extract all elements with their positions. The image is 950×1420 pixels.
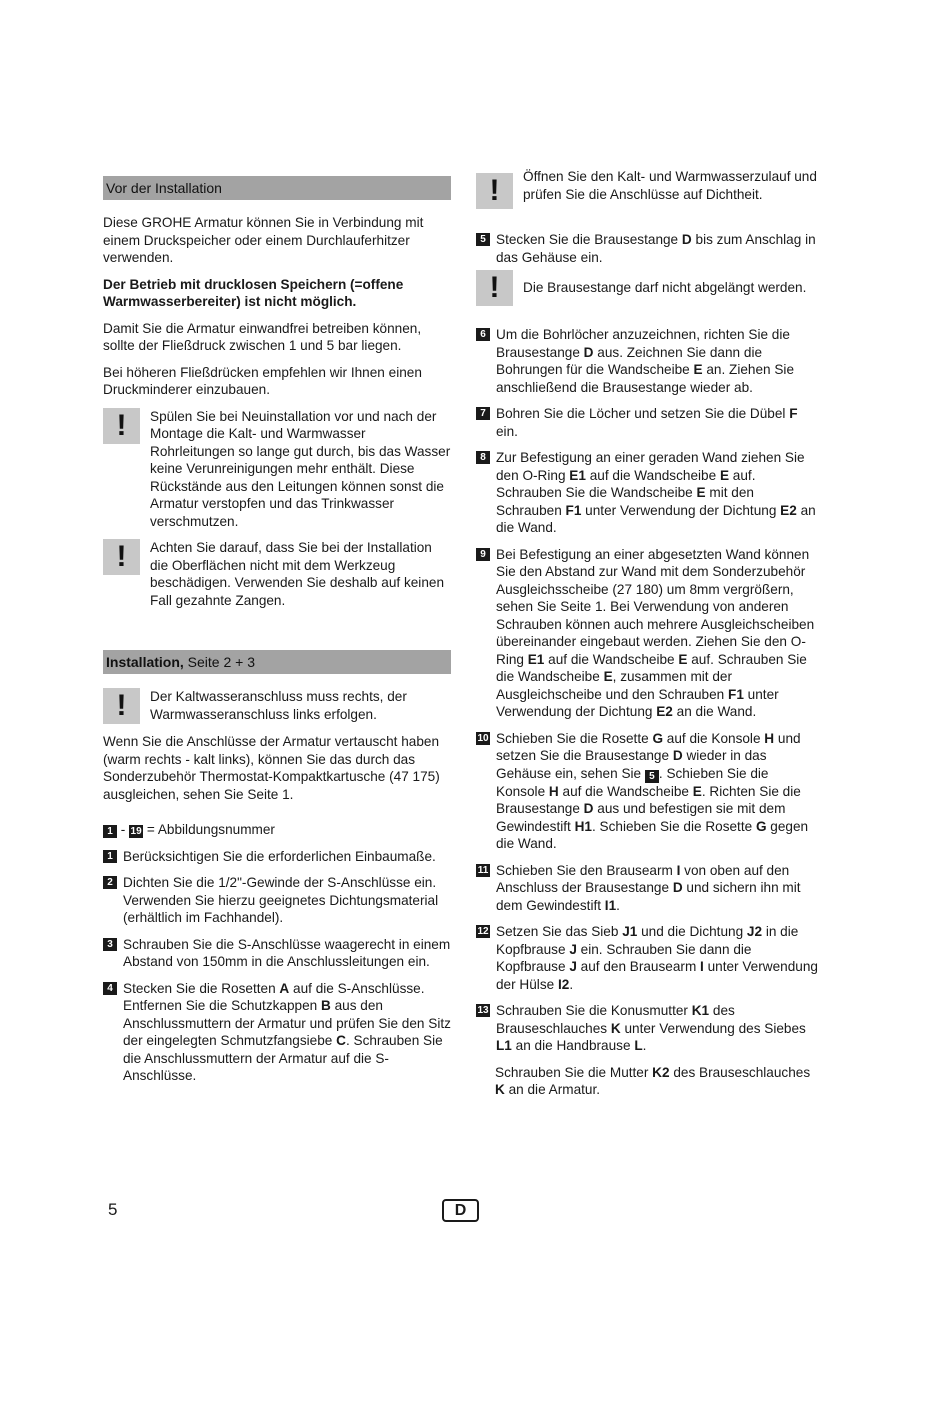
warning-surfaces	[103, 539, 451, 609]
warning-do-not-cut	[476, 270, 821, 306]
intro-paragraph: Diese GROHE Armatur können Sie in Verbindung mit einem Druckspeicher oder einem Durchlauferhitzer verwenden.	[103, 215, 424, 265]
language-badge: D	[442, 1199, 479, 1222]
step-item	[476, 923, 821, 993]
warning-connections	[103, 688, 451, 724]
step-number-badge: 8	[476, 451, 490, 464]
step-text: Schrauben Sie die Konusmutter K1 des Brauseschlauches K unter Verwendung des Siebes L1 an die Handbrause L.	[496, 1003, 806, 1053]
page-number: 5	[108, 1200, 118, 1219]
pressure-reducer-paragraph: Bei höheren Fließdrücken empfehlen wir Ihnen einen Druckminderer einzubauen.	[103, 364, 422, 397]
step-item	[476, 730, 821, 853]
step-number-badge: 9	[476, 548, 490, 561]
step-text: Stecken Sie die Rosetten A auf die S-Anschlüsse. Entfernen Sie die Schutzkappen B aus den Anschlussmuttern der Armatur und prüfen Sie den Sitz der eingelegten Schmutzfangsiebe C. Schrauben Sie die Anschlussmuttern der Armatur auf die S-Anschlüsse.	[123, 980, 451, 1083]
step-text: Schieben Sie die Rosette G auf die Konsole H und setzen Sie die Brausestange D wieder in das Gehäuse ein, sehen Sie 5 . Schieben Sie die Konsole H auf die Wandscheibe E. Richten Sie die Brausestange D aus und befestigen sie mit dem Gewindestift H1. Schieben Sie die Rosette G gegen die Wand.	[496, 730, 809, 851]
warning-text: Achten Sie darauf, dass Sie bei der Installation die Oberflächen nicht mit dem Werkzeug beschädigen. Verwenden Sie deshalb auf keinen Fall gezahnte Zangen.	[150, 540, 444, 608]
step-continuation: Schrauben Sie die Mutter K2 des Brauseschlauches K an die Armatur.	[495, 1064, 811, 1097]
step-number-badge: 12	[477, 926, 489, 937]
step-number-badge: 3	[103, 938, 117, 951]
step-text: Zur Befestigung an einer geraden Wand ziehen Sie den O-Ring E1 auf die Wandscheibe E auf. Schrauben Sie die Wandscheibe E mit den Schrauben F1 unter Verwendung der Dichtung E2 an die Wand.	[496, 450, 816, 535]
section-title-before-installation	[103, 176, 451, 200]
step-item	[103, 936, 451, 971]
step-item	[476, 326, 821, 396]
step-item	[476, 449, 821, 537]
step-item	[103, 848, 451, 866]
exclamation-warning-icon: !	[476, 173, 513, 209]
exclamation-warning-icon: !	[103, 539, 140, 575]
step-text: Bei Befestigung an einer abgesetzten Wand können Sie den Abstand zur Wand mit dem Sonderzubehör Ausgleichsscheibe (27 180) um 8mm vergrößern, sehen Sie Seite 1. Bei Verwendung von anderen Schrauben können auch mehrere Ausgleichscheiben übereinander eingebaut werden. Ziehen Sie den O-Ring E1 auf die Wandscheibe E auf. Schrauben Sie die Wandscheibe E, zusammen mit der Ausgleichscheibe und den Schrauben F1 unter Verwendung der Dichtung E2 an die Wand.	[496, 546, 815, 719]
step-number-badge: 6	[476, 328, 490, 341]
step-number-badge: 10	[477, 732, 489, 744]
right-column	[476, 168, 821, 1108]
figure-number-badge: 19	[130, 826, 142, 837]
left-column	[103, 168, 451, 1094]
step-number-badge: 13	[477, 1005, 489, 1016]
step-number-badge: 11	[477, 864, 489, 876]
warning-text: Der Kaltwasseranschluss muss rechts, der Warmwasseranschluss links erfolgen.	[150, 689, 407, 722]
step-number-badge: 5	[476, 233, 490, 246]
step-number-badge: 1	[103, 850, 117, 863]
step-text: Stecken Sie die Brausestange D bis zum Anschlag in das Gehäuse ein.	[496, 232, 816, 265]
step-text: Dichten Sie die 1/2"-Gewinde der S-Anschlüsse ein. Verwenden Sie hierzu geeignetes Dichtungsmaterial (erhältlich im Fachhandel).	[123, 875, 439, 925]
warning-flush-pipes	[103, 408, 451, 531]
step-item	[476, 231, 821, 266]
swapped-connections-paragraph: Wenn Sie die Anschlüsse der Armatur vertauscht haben (warm rechts - kalt links), können Sie das durch das Sonderzubehör Thermostat-Kompaktkartusche (47 175) ausgleichen, sehen Sie Seite 1.	[103, 734, 440, 802]
step-text: Schieben Sie den Brausearm I von oben auf den Anschluss der Brausestange D und sichern ihn mit dem Gewindestift I1.	[496, 862, 801, 913]
exclamation-warning-icon: !	[476, 270, 513, 306]
warning-check-leaks	[476, 168, 821, 209]
section-title-installation	[103, 650, 451, 674]
section-title-text: Vor der Installation	[106, 180, 222, 196]
exclamation-warning-icon: !	[103, 408, 140, 444]
section-title-bold: Installation,	[106, 654, 184, 670]
step-item	[476, 1002, 821, 1055]
unpressurized-notice: Der Betrieb mit drucklosen Speichern (=offene Warmwasserbereiter) ist nicht möglich.	[103, 276, 404, 309]
figure-number-badge: 1	[103, 825, 117, 838]
warning-text: Spülen Sie bei Neuinstallation vor und nach der Montage die Kalt- und Warmwasser Rohrleitungen so lange gut durch, bis das Wasser keine Verunreinigungen mehr enthält. Diese Rückstände aus den Leitungen können sonst die Armatur verstopfen und das Trinkwasser verschmutzen.	[150, 408, 451, 529]
step-item	[476, 546, 821, 721]
step-item	[103, 980, 451, 1085]
legend-text: = Abbildungsnummer	[143, 822, 275, 837]
step-number-badge: 7	[476, 407, 490, 420]
step-number-badge: 2	[103, 876, 117, 889]
flow-pressure-paragraph: Damit Sie die Armatur einwandfrei betreiben können, sollte der Fließdruck zwischen 1 und 5 bar liegen.	[103, 320, 422, 353]
step-text: Setzen Sie das Sieb J1 und die Dichtung J2 in die Kopfbrause J ein. Schrauben Sie dann die Kopfbrause J auf den Brausearm I unter Verwendung der Hülse I2.	[496, 924, 818, 992]
section-title-pages: Seite 2 + 3	[183, 654, 256, 670]
figure-reference-badge: 5	[645, 770, 659, 783]
step-text: Schrauben Sie die S-Anschlüsse waagerecht in einem Abstand von 150mm in die Anschlussleitungen ein.	[123, 936, 451, 969]
step-text: Berücksichtigen Sie die erforderlichen Einbaumaße.	[123, 848, 436, 864]
step-item	[103, 874, 451, 927]
step-text: Um die Bohrlöcher anzuzeichnen, richten Sie die Brausestange D aus. Zeichnen Sie dann die Bohrungen für die Wandscheibe E an. Ziehen Sie anschließend die Brausestange wieder ab.	[496, 327, 795, 395]
step-item	[476, 405, 821, 440]
figure-legend: 1 - 19 = Abbildungsnummer	[103, 821, 451, 839]
step-number-badge: 4	[103, 982, 117, 995]
step-item	[476, 862, 821, 915]
warning-text: Öffnen Sie den Kalt- und Warmwasserzulauf und prüfen Sie die Anschlüsse auf Dichtheit.	[523, 169, 817, 202]
exclamation-warning-icon: !	[103, 688, 140, 724]
step-text: Bohren Sie die Löcher und setzen Sie die Dübel F ein.	[496, 406, 798, 439]
warning-text: Die Brausestange darf nicht abgelängt werden.	[523, 280, 807, 295]
